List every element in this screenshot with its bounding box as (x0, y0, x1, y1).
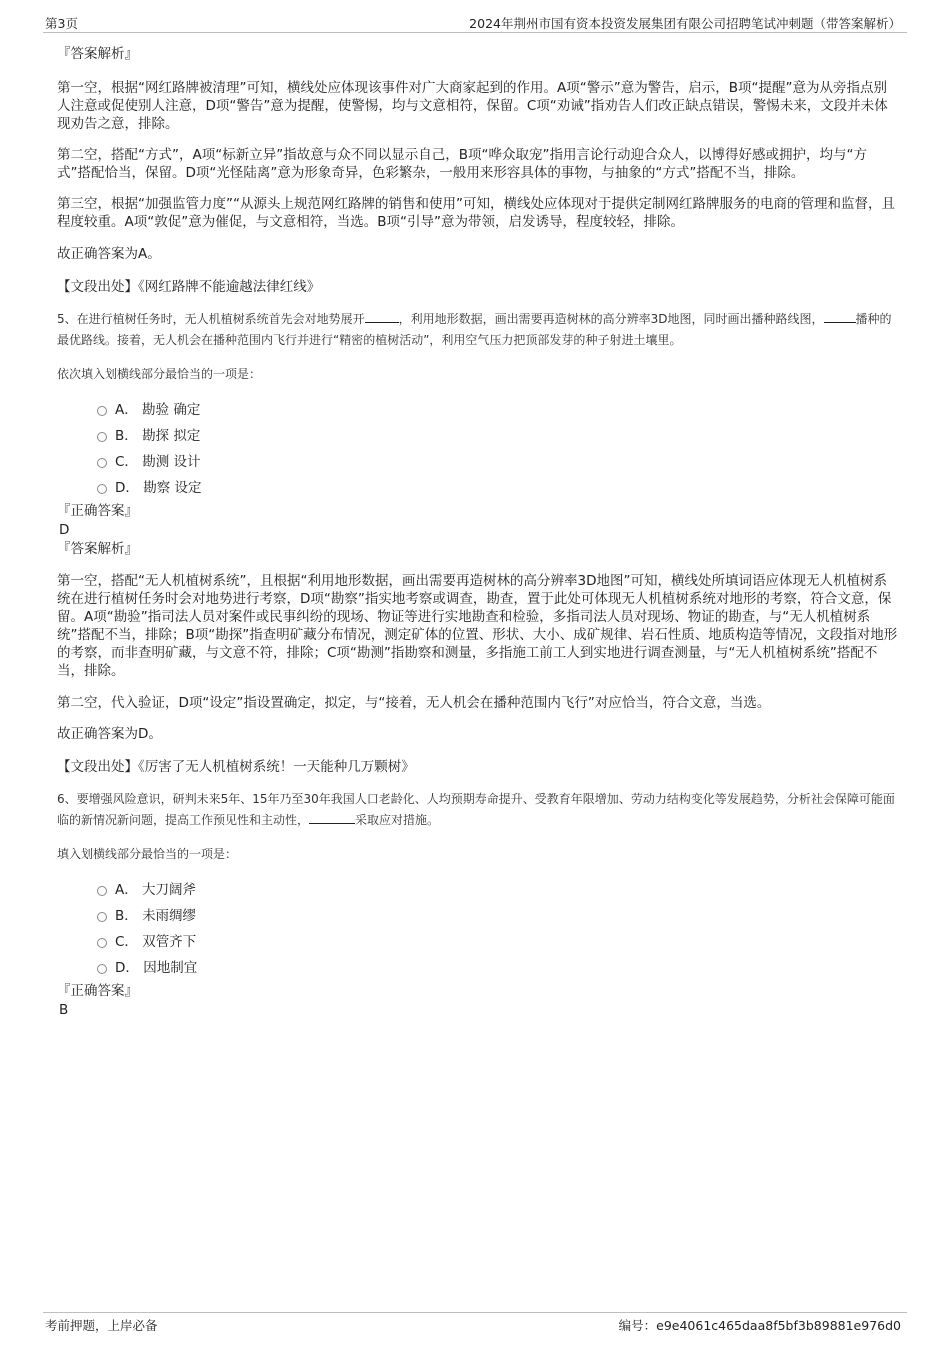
q6-blank (309, 811, 355, 824)
radio-icon[interactable] (97, 484, 107, 494)
radio-icon[interactable] (97, 886, 107, 896)
q4-analysis-para-1: 第一空，根据“网红路牌被清理”可知，横线处应体现该事件对广大商家起到的作用。A项“警示”意为警告，启示，B项“提醒”意为从旁指点别人注意或促使别人注意，D项“警告”意为提醒，使警惕，均与文意相符，保留。C项“劝诫”指劝告人们改正缺点错误，警惕未来，文段并未体现劝告之意，排除。 (57, 80, 888, 132)
q5-blank-1 (365, 310, 399, 323)
q5-source: 【文段出处】《厉害了无人机植树系统！一天能种几万颗树》 (57, 759, 415, 775)
q5-option-b[interactable]: B． 勘探 拟定 (57, 423, 899, 449)
q6-answer-label: 『正确答案』 (57, 983, 138, 999)
q5-option-d[interactable]: D． 勘察 设定 (57, 475, 899, 501)
q5-analysis-para-2: 第二空，代入验证，D项“设定”指设置确定，拟定，与“接着，无人机会在播种范围内飞行”对应恰当，符合文意，当选。 (57, 695, 771, 711)
q5-answer: D (59, 522, 70, 538)
q5-option-a[interactable]: A． 勘验 确定 (57, 397, 899, 423)
radio-icon[interactable] (97, 964, 107, 974)
q4-analysis-para-2: 第二空，搭配“方式”，A项“标新立异”指故意与众不同以显示自己，B项“哗众取宠”指用言论行动迎合众人，以博得好感或拥护，均与“方式”搭配恰当，保留。D项“光怪陆离”意为形象奇异，色彩繁杂，一般用来形容具体的事物，与抽象的“方式”搭配不当，排除。 (57, 147, 867, 181)
page-number: 第3页 (45, 16, 78, 31)
radio-icon[interactable] (97, 938, 107, 948)
q6-stem: 6、要增强风险意识，研判未来5年、15年乃至30年我国人口老龄化、人均预期寿命提升、受教育年限增加、劳动力结构变化等发展趋势，分析社会保障可能面临的新情况新问题，提高工作预见性和主动性， 采取应对措施。 (57, 792, 895, 827)
q5-option-c[interactable]: C． 勘测 设计 (57, 449, 899, 475)
q5-instruction: 依次填入划横线部分最恰当的一项是： (57, 367, 262, 381)
q6-option-a[interactable]: A． 大刀阔斧 (57, 877, 899, 903)
q5-blank-2 (824, 310, 856, 323)
radio-icon[interactable] (97, 406, 107, 416)
q4-conclusion: 故正确答案为A。 (57, 246, 161, 262)
q5-answer-label: 『正确答案』 (57, 503, 138, 519)
q5-options (57, 397, 899, 501)
q6-option-c[interactable]: C． 双管齐下 (57, 929, 899, 955)
q5-analysis-label: 『答案解析』 (57, 541, 138, 557)
page-content (57, 44, 899, 1019)
q5-analysis-para-1: 第一空，搭配“无人机植树系统”，且根据“利用地形数据，画出需要再造树林的高分辨率3D地图”可知，横线处所填词语应体现无人机植树系统在进行植树任务时会对地势进行考察，D项“勘察”指实地考察或调查，勘查，置于此处可体现无人机植树系统对地形的考察，符合文意，保留。A项“勘验”指司法人员对案件或民事纠纷的现场、物证等进行实地勘查和检验，多指司法人员对现场、物证的勘查，与“无人机植树系统”搭配不当，排除；B项“勘探”指查明矿藏分布情况，测定矿体的位置、形状、大小、成矿规律、岩石性质、地质构造等情况，文段指对地形的考察，而非查明矿藏，与文意不符，排除；C项“勘测”指勘察和测量，多指施工前工人到实地进行调查测量，与“无人机植树系统”搭配不当，排除。 (57, 573, 898, 679)
q6-options (57, 877, 899, 981)
document-title: 2024年荆州市国有资本投资发展集团有限公司招聘笔试冲刺题（带答案解析） (469, 16, 901, 31)
radio-icon[interactable] (97, 912, 107, 922)
radio-icon[interactable] (97, 432, 107, 442)
q6-option-b[interactable]: B． 未雨绸缪 (57, 903, 899, 929)
page-header (43, 12, 907, 33)
q6-answer: B (59, 1002, 69, 1018)
q6-option-d[interactable]: D． 因地制宜 (57, 955, 899, 981)
document-id: 编号：e9e4061c465daa8f5bf3b89881e976d0 (618, 1318, 901, 1333)
q4-analysis-label: 『答案解析』 (57, 46, 138, 62)
q5-conclusion: 故正确答案为D。 (57, 726, 162, 742)
page-footer (43, 1312, 907, 1333)
q4-analysis-para-3: 第三空，根据“加强监管力度”“从源头上规范网红路牌的销售和使用”可知，横线处应体现对于提供定制网红路牌服务的电商的管理和监督，且程度较重。A项“敦促”意为催促，与文意相符，当选。B项“引导”意为带领，启发诱导，程度较轻，排除。 (57, 196, 895, 230)
radio-icon[interactable] (97, 458, 107, 468)
footer-slogan: 考前押题，上岸必备 (45, 1318, 158, 1333)
q5-stem: 5、在进行植树任务时，无人机植树系统首先会对地势展开 ，利用地形数据，画出需要再造树林的高分辨率3D地图，同时画出播种路线图， 播种的最优路线。接着，无人机会在播种范围内飞行并进行“精密的植树活动”，利用空气压力把顶部发芽的种子射进土壤里。 (57, 312, 892, 347)
q4-source: 【文段出处】《网红路牌不能逾越法律红线》 (57, 279, 321, 295)
q6-instruction: 填入划横线部分最恰当的一项是： (57, 847, 238, 861)
